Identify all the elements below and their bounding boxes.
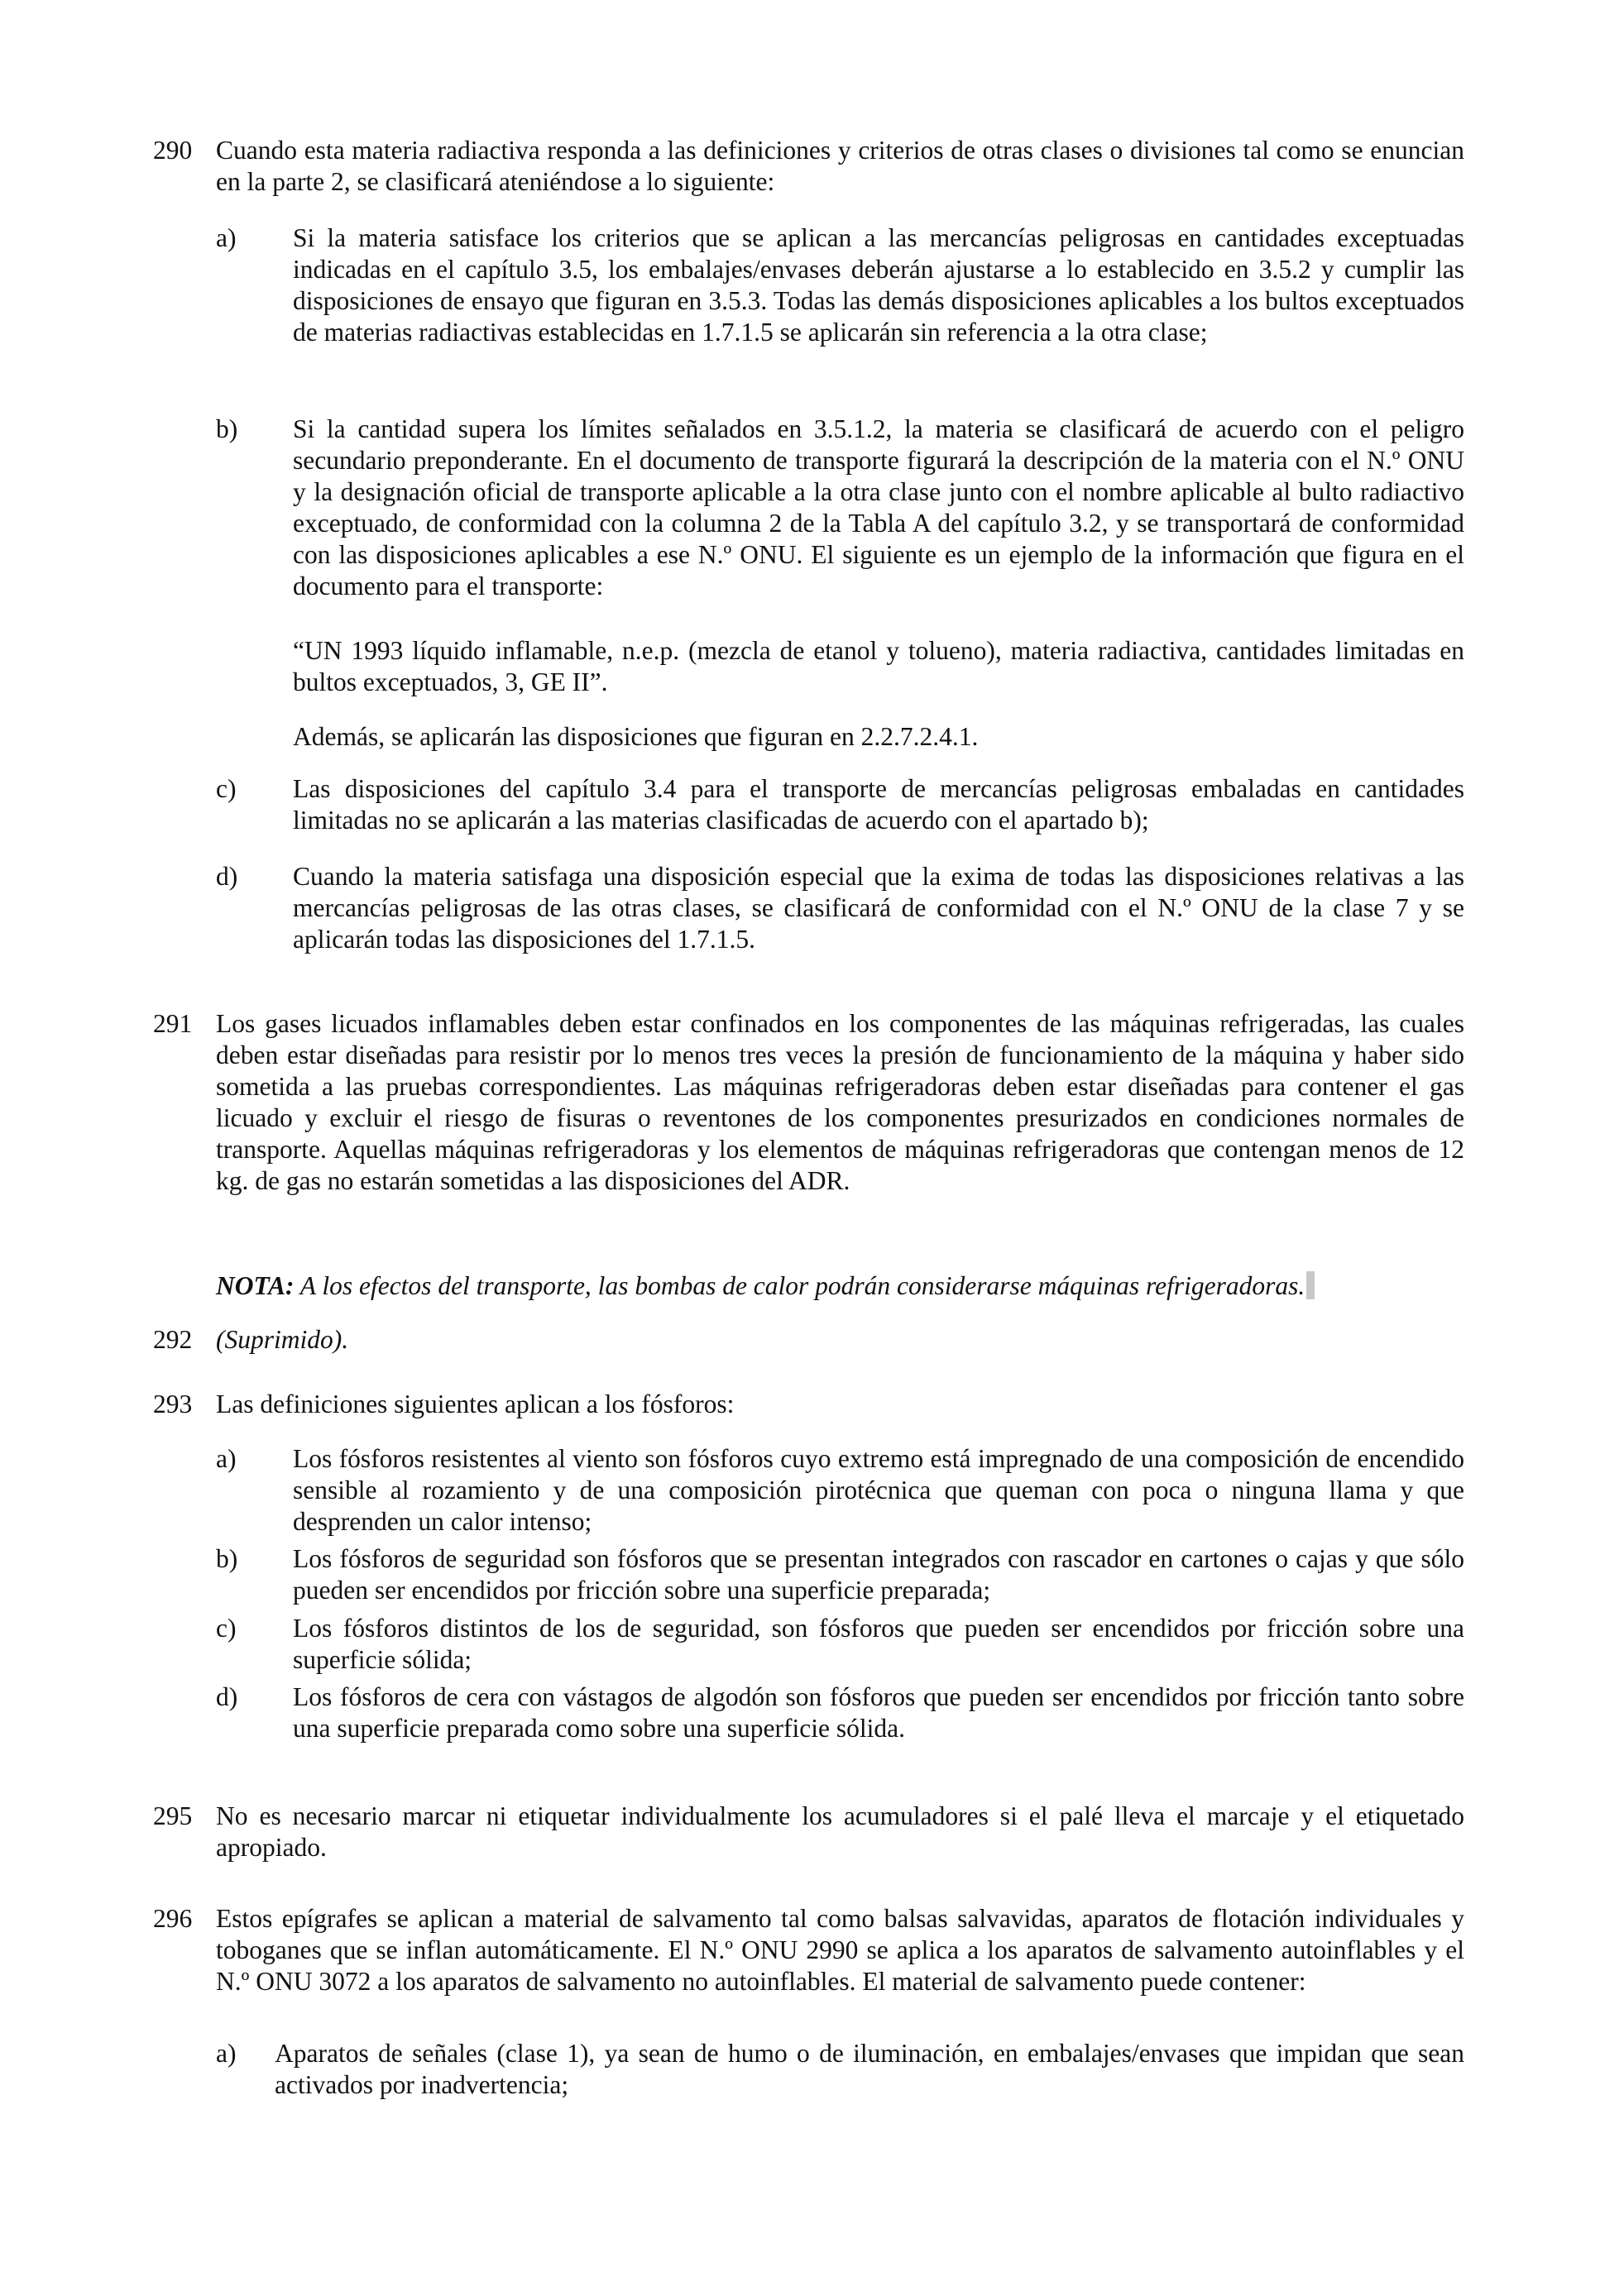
provision-290-intro: Cuando esta materia radiactiva responda a las definiciones y criterios de otras clases o divisiones tal como se enuncian en la parte 2, se clasificará ateniéndose a lo siguiente: [216, 136, 1464, 196]
note-text: A los efectos del transporte, las bombas de calor podrán considerarse máquinas refrigeradoras. [294, 1271, 1305, 1300]
provision-290-item-d: Cuando la materia satisfaga una disposición especial que la exima de todas las disposiciones relativas a las mercancías peligrosas de las otras clases, se clasificará de conformidad con el N.º ONU de la clase 7 y se aplicarán todas las disposiciones del 1.7.1.5. [293, 862, 1464, 954]
provision-number-290: 290 [153, 136, 193, 165]
provision-290-item-a: Si la materia satisface los criterios que se aplican a las mercancías peligrosas en cantidades exceptuadas indicadas en el capítulo 3.5, los embalajes/envases deberán ajustarse a lo establecido en 3.5.2 y cumplir las disposiciones de ensayo que figuran en 3.5.3. Todas las demás disposiciones aplicables a los bultos exceptuados de materias radiactivas establecidas en 1.7.1.5 se aplicarán sin referencia a la otra clase; [293, 223, 1464, 347]
item-label: a) [216, 223, 237, 252]
provision-number-293: 293 [153, 1390, 193, 1418]
highlight-marker [1306, 1271, 1315, 1299]
provision-291-text: Los gases licuados inflamables deben estar confinados en los componentes de las máquinas refrigeradas, las cuales deben estar diseñadas para resistir por lo menos tres veces la presión de funcionamiento de la máquina y haber sido sometida a las pruebas correspondientes. Las máquinas refrigeradoras deben estar diseñadas para contener el gas licuado y excluir el riesgo de fisuras o reventones de los componentes presurizados en condiciones normales de transporte. Aquellas máquinas refrigeradoras y los elementos de máquinas refrigeradoras que contengan menos de 12 kg. de gas no estarán sometidas a las disposiciones del ADR. [216, 1009, 1464, 1195]
provision-number-291: 291 [153, 1009, 193, 1038]
item-label: d) [216, 862, 238, 891]
item-label: b) [216, 414, 238, 443]
provision-292-text: (Suprimido). [216, 1325, 349, 1354]
item-label: c) [216, 774, 237, 803]
note-label: NOTA: [216, 1271, 295, 1300]
item-label: c) [216, 1614, 237, 1643]
item-label: b) [216, 1544, 238, 1573]
provision-293-item-a: Los fósforos resistentes al viento son fósforos cuyo extremo está impregnado de una composición de encendido sensible al rozamiento y de una composición pirotécnica que queman con poca o ninguna llama y que desprenden un calor intenso; [293, 1444, 1464, 1536]
provision-293-item-d: Los fósforos de cera con vástagos de algodón son fósforos que pueden ser encendidos por fricción tanto sobre una superficie preparada como sobre una superficie sólida. [293, 1682, 1464, 1743]
provision-296-item-a: Aparatos de señales (clase 1), ya sean de humo o de iluminación, en embalajes/envases que impidan que sean activados por inadvertencia; [275, 2039, 1464, 2099]
provision-290-quote: “UN 1993 líquido inflamable, n.e.p. (mezcla de etanol y tolueno), materia radiactiva, cantidades limitadas en bultos exceptuados, 3, GE II”. [293, 636, 1464, 696]
provision-number-292: 292 [153, 1325, 193, 1354]
provision-290-item-c: Las disposiciones del capítulo 3.4 para el transporte de mercancías peligrosas embaladas en cantidades limitadas no se aplicarán a las materias clasificadas de acuerdo con el apartado b); [293, 774, 1464, 835]
provision-293-item-c: Los fósforos distintos de los de seguridad, son fósforos que pueden ser encendidos por fricción sobre una superficie sólida; [293, 1614, 1464, 1674]
provision-290-ademas: Además, se aplicarán las disposiciones que figuran en 2.2.7.2.4.1. [293, 722, 979, 751]
provision-291-note [216, 1270, 1464, 1302]
item-label: a) [216, 1444, 237, 1473]
provision-293-intro: Las definiciones siguientes aplican a los fósforos: [216, 1390, 735, 1418]
provision-293-item-b: Los fósforos de seguridad son fósforos que se presentan integrados con rascador en cartones o cajas y que sólo pueden ser encendidos por fricción sobre una superficie preparada; [293, 1544, 1464, 1605]
item-label: d) [216, 1682, 238, 1711]
provision-number-295: 295 [153, 1801, 193, 1830]
provision-number-296: 296 [153, 1904, 193, 1933]
provision-295-text: No es necesario marcar ni etiquetar individualmente los acumuladores si el palé lleva el marcaje y el etiquetado apropiado. [216, 1801, 1464, 1862]
item-label: a) [216, 2039, 237, 2068]
provision-290-item-b: Si la cantidad supera los límites señalados en 3.5.1.2, la materia se clasificará de acuerdo con el peligro secundario preponderante. En el documento de transporte figurará la descripción de la materia con el N.º ONU y la designación oficial de transporte aplicable a la otra clase junto con el nombre aplicable al bulto radiactivo exceptuado, de conformidad con la columna 2 de la Tabla A del capítulo 3.2, y se transportará de conformidad con las disposiciones aplicables a ese N.º ONU. El siguiente es un ejemplo de la información que figura en el documento para el transporte: [293, 414, 1464, 600]
provision-296-intro: Estos epígrafes se aplican a material de salvamento tal como balsas salvavidas, aparatos de flotación individuales y toboganes que se inflan automáticamente. El N.º ONU 2990 se aplica a los aparatos de salvamento autoinflables y el N.º ONU 3072 a los aparatos de salvamento no autoinflables. El material de salvamento puede contener: [216, 1904, 1464, 1996]
